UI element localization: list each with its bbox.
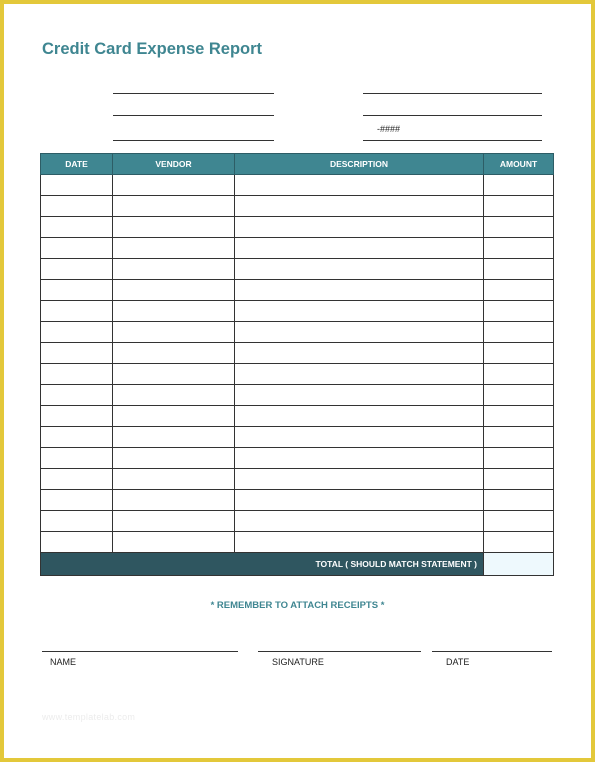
vendor-cell[interactable] — [113, 322, 235, 343]
watermark-text: www.templatelab.com — [42, 712, 136, 722]
vendor-column-header: VENDOR — [113, 154, 235, 175]
amount-cell[interactable] — [484, 364, 554, 385]
expense-rows — [41, 175, 554, 553]
table-row — [41, 301, 554, 322]
description-cell[interactable] — [235, 196, 484, 217]
description-cell[interactable] — [235, 469, 484, 490]
total-amount-cell[interactable] — [484, 553, 554, 576]
table-row — [41, 343, 554, 364]
description-cell[interactable] — [235, 448, 484, 469]
amount-cell[interactable] — [484, 280, 554, 301]
vendor-cell[interactable] — [113, 343, 235, 364]
table-row — [41, 238, 554, 259]
description-cell[interactable] — [235, 427, 484, 448]
table-row — [41, 490, 554, 511]
table-row — [41, 175, 554, 196]
date-cell[interactable] — [41, 406, 113, 427]
description-cell[interactable] — [235, 385, 484, 406]
date-cell[interactable] — [41, 175, 113, 196]
name-signature-line[interactable] — [42, 651, 238, 652]
amount-cell[interactable] — [484, 217, 554, 238]
table-row — [41, 511, 554, 532]
vendor-cell[interactable] — [113, 448, 235, 469]
title-input-line[interactable] — [363, 93, 542, 94]
date-column-header: DATE — [41, 154, 113, 175]
name-signature-label: NAME — [50, 657, 77, 667]
amount-cell[interactable] — [484, 322, 554, 343]
date-signature-label: DATE — [446, 657, 470, 667]
card-ending-input-line[interactable] — [363, 140, 542, 141]
vendor-cell[interactable] — [113, 364, 235, 385]
amount-cell[interactable] — [484, 469, 554, 490]
report-title: Credit Card Expense Report — [42, 40, 263, 58]
total-label: TOTAL ( SHOULD MATCH STATEMENT ) — [41, 553, 484, 576]
date-cell[interactable] — [41, 364, 113, 385]
vendor-cell[interactable] — [113, 532, 235, 553]
vendor-cell[interactable] — [113, 301, 235, 322]
date-cell[interactable] — [41, 301, 113, 322]
date-cell[interactable] — [41, 196, 113, 217]
date-cell[interactable] — [41, 238, 113, 259]
table-row — [41, 427, 554, 448]
expense-table — [40, 153, 554, 576]
employee-id-input-line[interactable] — [113, 115, 274, 116]
description-cell[interactable] — [235, 406, 484, 427]
vendor-cell[interactable] — [113, 406, 235, 427]
vendor-cell[interactable] — [113, 217, 235, 238]
description-cell[interactable] — [235, 511, 484, 532]
vendor-cell[interactable] — [113, 469, 235, 490]
description-column-header: DESCRIPTION — [235, 154, 484, 175]
date-cell[interactable] — [41, 511, 113, 532]
description-cell[interactable] — [235, 490, 484, 511]
amount-cell[interactable] — [484, 259, 554, 280]
date-cell[interactable] — [41, 532, 113, 553]
table-row — [41, 259, 554, 280]
description-cell[interactable] — [235, 238, 484, 259]
table-row — [41, 217, 554, 238]
card-ending-value: -#### — [377, 124, 401, 134]
date-cell[interactable] — [41, 217, 113, 238]
table-row — [41, 196, 554, 217]
table-row — [41, 364, 554, 385]
vendor-cell[interactable] — [113, 385, 235, 406]
description-cell[interactable] — [235, 532, 484, 553]
department-input-line[interactable] — [363, 115, 542, 116]
amount-cell[interactable] — [484, 532, 554, 553]
description-cell[interactable] — [235, 175, 484, 196]
amount-column-header: AMOUNT — [484, 154, 554, 175]
date-cell[interactable] — [41, 385, 113, 406]
vendor-cell[interactable] — [113, 238, 235, 259]
table-row — [41, 532, 554, 553]
amount-cell[interactable] — [484, 448, 554, 469]
vendor-cell[interactable] — [113, 259, 235, 280]
vendor-cell[interactable] — [113, 427, 235, 448]
description-cell[interactable] — [235, 217, 484, 238]
date-cell[interactable] — [41, 259, 113, 280]
amount-cell[interactable] — [484, 301, 554, 322]
date-cell[interactable] — [41, 490, 113, 511]
table-row — [41, 448, 554, 469]
vendor-cell[interactable] — [113, 175, 235, 196]
vendor-cell[interactable] — [113, 511, 235, 532]
description-cell[interactable] — [235, 259, 484, 280]
date-cell[interactable] — [41, 427, 113, 448]
total-row — [41, 553, 554, 576]
date-cell[interactable] — [41, 469, 113, 490]
signature-line[interactable] — [258, 651, 421, 652]
signature-label: SIGNATURE — [272, 657, 324, 667]
vendor-cell[interactable] — [113, 196, 235, 217]
amount-cell[interactable] — [484, 427, 554, 448]
date-cell[interactable] — [41, 448, 113, 469]
description-cell[interactable] — [235, 280, 484, 301]
month-year-input-line[interactable] — [113, 140, 274, 141]
name-input-line[interactable] — [113, 93, 274, 94]
amount-cell[interactable] — [484, 196, 554, 217]
description-cell[interactable] — [235, 343, 484, 364]
vendor-cell[interactable] — [113, 490, 235, 511]
amount-cell[interactable] — [484, 238, 554, 259]
amount-cell[interactable] — [484, 175, 554, 196]
date-signature-line[interactable] — [432, 651, 552, 652]
table-row — [41, 406, 554, 427]
amount-cell[interactable] — [484, 343, 554, 364]
description-cell[interactable] — [235, 301, 484, 322]
description-cell[interactable] — [235, 322, 484, 343]
description-cell[interactable] — [235, 364, 484, 385]
date-cell[interactable] — [41, 280, 113, 301]
amount-cell[interactable] — [484, 385, 554, 406]
table-header-row — [41, 154, 554, 175]
date-cell[interactable] — [41, 322, 113, 343]
table-row — [41, 280, 554, 301]
table-row — [41, 469, 554, 490]
amount-cell[interactable] — [484, 406, 554, 427]
table-row — [41, 385, 554, 406]
amount-cell[interactable] — [484, 490, 554, 511]
vendor-cell[interactable] — [113, 280, 235, 301]
date-cell[interactable] — [41, 343, 113, 364]
table-row — [41, 322, 554, 343]
amount-cell[interactable] — [484, 511, 554, 532]
attach-receipts-reminder: * REMEMBER TO ATTACH RECEIPTS * — [210, 600, 385, 611]
